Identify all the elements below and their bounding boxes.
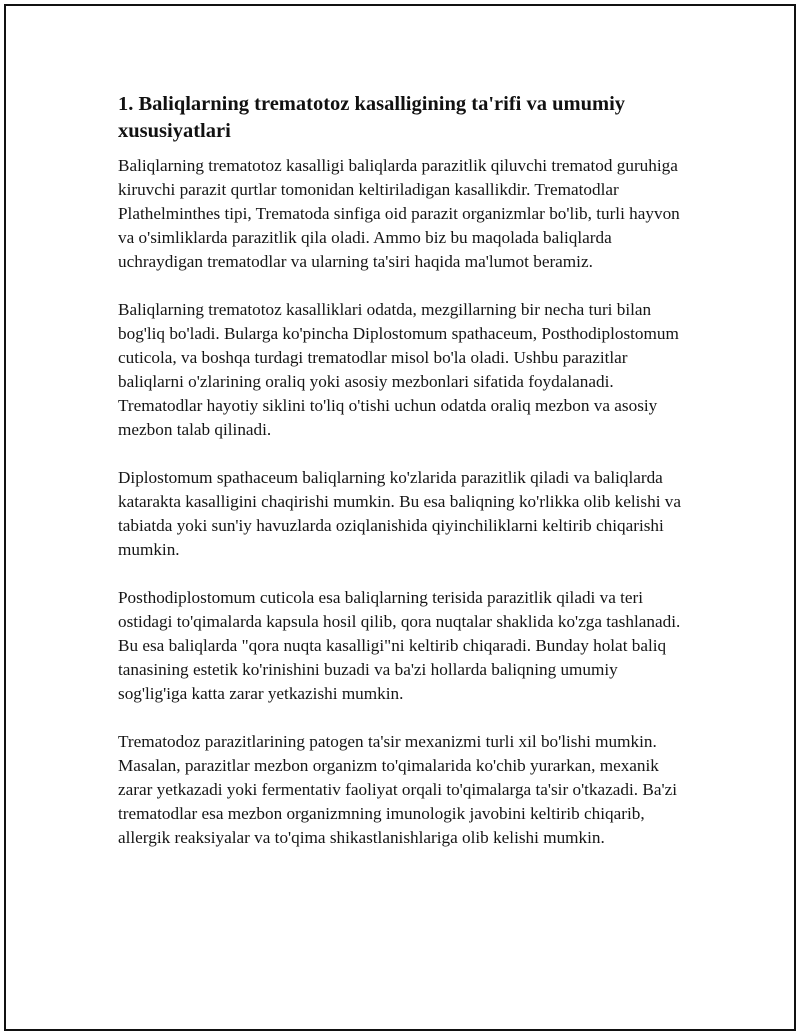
paragraph-definition: Baliqlarning trematotoz kasalligi baliqlarda parazitlik qiluvchi trematod guruhiga kiruvchi parazit qurtlar tomonidan keltiriladigan kasallikdir. Trematodlar Plathelminthes tipi, Trematoda sinfiga oid parazit organizmlar bo'lib, turli hayvon va o'simliklarda parazitlik qila oladi. Ammo biz bu maqolada baliqlarda uchraydigan trematodlar va ularning ta'siri haqida ma'lumot beramiz. [118, 156, 680, 271]
paragraph-diplostomum: Diplostomum spathaceum baliqlarning ko'zlarida parazitlik qiladi va baliqlarda katarakta kasalligini chaqirishi mumkin. Bu esa baliqning ko'rlikka olib kelishi va tabiatda yoki sun'iy havuzlarda oziqlanishida qiyinchiliklarni keltirib chiqarishi mumkin. [118, 468, 682, 559]
paragraph-posthodiplostomum: Posthodiplostomum cuticola esa baliqlarning terisida parazitlik qiladi va teri ostidagi to'qimalarda kapsula hosil qilib, qora nuqtalar shaklida ko'zga tashlanadi. Bu esa baliqlarda "qora nuqta kasalligi"ni keltirib chiqaradi. Bunday holat baliq tanasining estetik ko'rinishini buzadi va ba'zi hollarda baliqning umumiy sog'lig'iga katta zarar yetkazishi mumkin. [118, 588, 681, 703]
paragraph-species: Baliqlarning trematotoz kasalliklari odatda, mezgillarning bir necha turi bilan bog'liq bo'ladi. Bularga ko'pincha Diplostomum spathaceum, Posthodiplostomum cuticola, va boshqa turdagi trematodlar misol bo'la oladi. Ushbu parazitlar baliqlarni o'zlarining oraliq yoki asosiy mezbonlari sifatida foydalanadi. Trematodlar hayotiy siklini to'liq o'tishi uchun odatda oraliq mezbon va asosiy mezbon talab qilinadi. [118, 300, 679, 439]
section-heading: 1. Baliqlarning trematotoz kasalligining ta'rifi va umumiy xususiyatlari [118, 93, 626, 142]
document-body [118, 91, 688, 874]
paragraph-pathogenesis: Trematodoz parazitlarining patogen ta'sir mexanizmi turli xil bo'lishi mumkin. Masalan, parazitlar mezbon organizm to'qimalarida ko'chib yurarkan, mexanik zarar yetkazadi yoki fermentativ faoliyat orqali to'qimalarga ta'sir o'tkazadi. Ba'zi trematodlar esa mezbon organizmning imunologik javobini keltirib chiqarib, allergik reaksiyalar va to'qima shikastlanishlariga olib kelishi mumkin. [118, 732, 677, 847]
